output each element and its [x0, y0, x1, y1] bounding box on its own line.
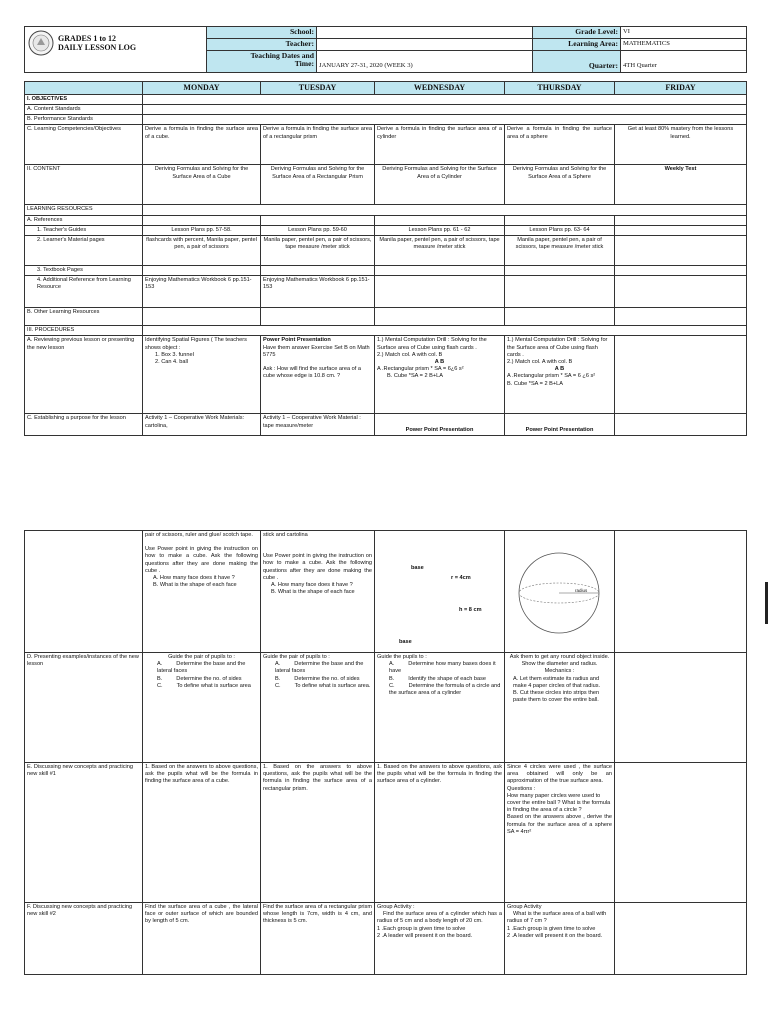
discussing-1-friday: [615, 763, 747, 903]
performance-standards-label: B. Performance Standards: [25, 115, 143, 125]
presenting-thursday-b: B. Cut these circles into strips then paste them to cover the entire ball.: [513, 690, 600, 704]
activity-monday-materials: pair of scissors, ruler and glue/ scotch tape.: [145, 532, 253, 538]
discussing-2-wednesday: [375, 903, 505, 975]
reviewing-friday: [615, 336, 747, 414]
reviewing-monday-item: 2. Can 4. ball: [155, 358, 188, 365]
teaching-dates-label-line1: Teaching Dates and: [250, 50, 314, 60]
discussing-1-thursday-formula: Based on the answers above , derive the formula for the surface area of a sphere SA = 4πr²: [507, 814, 612, 835]
purpose-label: C. Establishing a purpose for the lesson: [25, 414, 143, 436]
activity-monday-q1: A. How many face does it have ?: [153, 575, 235, 582]
discussing-1-thursday-questions: Questions :: [507, 785, 536, 792]
teaching-dates-blank: [317, 50, 533, 61]
presenting-thursday: [505, 653, 615, 763]
cylinder-figure-cell: [375, 531, 505, 653]
reviewing-wednesday: [375, 336, 505, 414]
day-thursday: THURSDAY: [505, 81, 615, 94]
objectives-heading: I. OBJECTIVES: [25, 94, 143, 104]
other-wed: [375, 308, 505, 326]
learners-material-wednesday: Manila paper, pentel pen, a pair of scissors, tape measure /meter stick: [375, 235, 505, 265]
textbook-wed: [375, 265, 505, 275]
reviewing-tuesday-ask: Ask : How will find the surface area of a cube whose edge is 10.8 cm. ?: [263, 365, 361, 380]
content-standards-label: A. Content Standards: [25, 104, 143, 114]
activity-friday: [615, 531, 747, 653]
reviewing-thursday: [505, 336, 615, 414]
discussing-2-thursday: [505, 903, 615, 975]
discussing-2-thursday-text: What is the surface area of a ball with radius of 7 cm ?: [507, 911, 607, 925]
discussing-1-wednesday: 1. Based on the answers to above questions, ask the pupils what will be the formula in finding the surface area of a cylinder.: [375, 763, 505, 903]
sphere-diagram: [507, 533, 613, 651]
quarter-blank-label: [533, 50, 621, 61]
presenting-thursday-a: A. Let them estimate its radius and make 4 paper circles of that radius.: [513, 675, 601, 689]
content-wednesday: Deriving Formulas and Solving for the Surface Area of a Cylinder: [375, 165, 505, 205]
teachers-guide-thursday: Lesson Plans pp. 63- 64: [505, 225, 615, 235]
presenting-tuesday-head: Guide the pair of pupils to :: [263, 654, 330, 660]
reviewing-monday-item: 1. Box 3. funnel: [155, 351, 194, 358]
additional-reference-label: 4. Additional Reference from Learning Resource: [25, 276, 143, 308]
learners-material-thursday: Manila paper, pentel pen, a pair of scissors, tape measure /meter stick: [505, 235, 615, 265]
lesson-log-page-1: [24, 26, 746, 436]
textbook-pages-label: 3. Textbook Pages: [25, 265, 143, 275]
continued-label: [25, 531, 143, 653]
additional-reference-friday: [615, 276, 747, 308]
textbook-thu: [505, 265, 615, 275]
other-thu: [505, 308, 615, 326]
reviewing-wednesday-drill: 1.) Mental Computation Drill : Solving for the Surface area of Cube using flash cards .: [377, 337, 487, 351]
performance-standards-value: [143, 115, 747, 125]
reviewing-thursday-cols: A B: [554, 366, 565, 373]
grade-level-value: VI: [621, 27, 747, 39]
discussing-2-thursday-step1: 1 .Each group is given time to solve: [507, 925, 596, 932]
reviewing-thursday-drill: 1.) Mental Computation Drill : Solving for the Surface area of Cube using flash cards .: [507, 337, 608, 358]
purpose-monday: Activity 1 – Cooperative Work Materials: cartolina,: [143, 414, 261, 436]
purpose-thursday: Power Point Presentation: [505, 414, 615, 436]
learners-material-label: 2. Learner's Material pages: [25, 235, 143, 265]
competency-monday: Derive a formula in finding the surface area of a cube.: [143, 125, 261, 165]
discussing-2-tuesday: Find the surface area of a rectangular prism whose length is 7cm, width is 4 cm, and thickness is 5 cm.: [261, 903, 375, 975]
learners-material-tuesday: Manila paper, pentel pen, a pair of scissors, tape measure /meter stick: [261, 235, 375, 265]
presenting-monday-a: A. Determine the base and the lateral faces: [157, 661, 246, 675]
discussing-1-thursday-body: How many paper circles were used to cover the entire ball ? What is the formula in finding the area of a circle ?: [507, 792, 611, 814]
additional-reference-thursday: [505, 276, 615, 308]
learners-material-monday: flashcards with percent, Manila paper, pentel pen, a pair of scissors: [143, 235, 261, 265]
learning-area-value: MATHEMATICS: [621, 39, 747, 51]
competency-friday: Get at least 80% mastery from the lessons learned.: [615, 125, 747, 165]
reviewing-wednesday-match: 2.) Match col. A with col. B: [377, 351, 443, 358]
presenting-friday: [615, 653, 747, 763]
presenting-tuesday-c: C. To define what is surface area.: [275, 682, 371, 689]
reviewing-thursday-a: A .Rectangular prism * SA = 6 ¿6 s²: [507, 373, 596, 380]
presenting-monday: [143, 653, 261, 763]
procedures-span: [143, 326, 747, 336]
learners-material-friday: [615, 235, 747, 265]
learning-area-label: Learning Area:: [533, 39, 621, 51]
cylinder-radius-label: r = 4cm: [451, 575, 471, 581]
activity-monday-instruction: Use Power point in giving the instruction on how to make a cube. Ask the following questions after they are done making the cube .: [145, 546, 258, 574]
reviewing-thursday-b: B. Cube *SA = 2 B+LA: [507, 380, 563, 387]
presenting-tuesday: [261, 653, 375, 763]
teachers-guide-monday: Lesson Plans pp. 57-58.: [143, 225, 261, 235]
competency-thursday: Derive a formula in finding the surface area of a sphere: [505, 125, 615, 165]
presenting-wednesday-head: Guide the pupils to :: [377, 654, 427, 660]
school-label: School:: [207, 27, 317, 39]
content-label: II. CONTENT: [25, 165, 143, 205]
days-corner: [25, 81, 143, 94]
presenting-wednesday: [375, 653, 505, 763]
deped-seal-icon: [28, 30, 54, 56]
other-mon: [143, 308, 261, 326]
discussing-2-wednesday-text: Find the surface area of a cylinder which has a radius of 5 cm and a body length of 20 cm.: [377, 911, 502, 925]
additional-reference-wednesday: [375, 276, 505, 308]
competency-tuesday: Derive a formula in finding the surface area of a rectangular prism: [261, 125, 375, 165]
reviewing-tuesday: [261, 336, 375, 414]
teacher-label: Teacher:: [207, 39, 317, 51]
discussing-1-thursday: [505, 763, 615, 903]
discussing-2-monday: Find the surface area of a cube , the lateral face or outer surface of which are bounded by length of 5 cm.: [143, 903, 261, 975]
discussing-1-thursday-intro: Since 4 circles were used , the surface area obtained will only be an approximation of the true surface area.: [507, 764, 612, 785]
presenting-thursday-mechanics: Mechanics :: [544, 668, 575, 675]
additional-reference-monday: Enjoying Mathematics Workbook 6 pp.151-153: [143, 276, 261, 308]
references-mon: [143, 215, 261, 225]
teaching-dates-value: JANUARY 27-31, 2020 (WEEK 3): [317, 61, 533, 72]
discussing-1-tuesday: 1. Based on the answers to above questions, ask the pupils what will be the formula in finding the surface area of a rectangular prism.: [261, 763, 375, 903]
header-title-line2: DAILY LESSON LOG: [58, 43, 137, 52]
additional-reference-tuesday: Enjoying Mathematics Workbook 6 pp.151-153: [261, 276, 375, 308]
sphere-radius-label: radius: [575, 588, 588, 593]
textbook-fri: [615, 265, 747, 275]
presenting-wednesday-a: A. Determine how many bases does it have: [389, 661, 496, 675]
discussing-2-wednesday-step2: 2 .A leader will present it on the board.: [377, 932, 473, 939]
procedures-heading: III. PROCEDURES: [25, 326, 143, 336]
discussing-1-label: E. Discussing new concepts and practicing new skill #1: [25, 763, 143, 903]
reviewing-wednesday-cols: A B: [434, 358, 445, 365]
references-fri: [615, 215, 747, 225]
reviewing-tuesday-title: Power Point Presentation: [263, 337, 331, 344]
sphere-figure-cell: [505, 531, 615, 653]
discussing-2-wednesday-head: Group Activity :: [377, 904, 415, 910]
objectives-span: [143, 94, 747, 104]
lesson-table-page-2: [24, 530, 747, 975]
teachers-guides-label: 1. Teacher's Guides: [25, 225, 143, 235]
competency-wednesday: Derive a formula in finding the surface area of a cylinder: [375, 125, 505, 165]
textbook-mon: [143, 265, 261, 275]
quarter-blank-value: [621, 50, 747, 61]
header-title-line1: GRADES 1 to 12: [58, 34, 117, 43]
content-standards-value: [143, 104, 747, 114]
presenting-tuesday-a: A. Determine the base and the lateral faces: [275, 661, 364, 675]
day-tuesday: TUESDAY: [261, 81, 375, 94]
lesson-log-page-2: [24, 530, 746, 975]
teachers-guide-tuesday: Lesson Plans pp. 59-60: [261, 225, 375, 235]
activity-monday-q2: B. What is the shape of each face: [153, 582, 237, 589]
content-friday: Weekly Test: [615, 165, 747, 205]
day-friday: FRIDAY: [615, 81, 747, 94]
other-tue: [261, 308, 375, 326]
reviewing-monday: [143, 336, 261, 414]
activity-tuesday-instruction: Use Power point in giving the instruction on how to make a cube. Ask the following questions after they are done making the cube .: [263, 553, 372, 581]
discussing-1-monday: 1. Based on the answers to above questions, ask the pupils what will be the formula in finding the surface area of a cube.: [143, 763, 261, 903]
discussing-2-label: F. Discussing new concepts and practicing new skill #2: [25, 903, 143, 975]
cylinder-base-bottom-label: base: [399, 639, 412, 645]
other-fri: [615, 308, 747, 326]
other-resources-label: B. Other Learning Resources: [25, 308, 143, 326]
quarter-label: Quarter:: [533, 61, 621, 72]
activity-tuesday-materials: stick and cartolina: [263, 532, 308, 538]
discussing-2-friday: [615, 903, 747, 975]
teachers-guide-friday: [615, 225, 747, 235]
teachers-guide-wednesday: Lesson Plans pp. 61 - 62: [375, 225, 505, 235]
discussing-2-thursday-head: Group Activity: [507, 904, 542, 910]
discussing-2-thursday-step2: 2 .A leader will present it on the board.: [507, 932, 603, 939]
cylinder-height-label: h = 8 cm: [459, 607, 482, 613]
teacher-value: [317, 39, 533, 51]
activity-tuesday: [261, 531, 375, 653]
learning-resources-span: [143, 205, 747, 215]
presenting-monday-b: B. Determine the no. of sides: [157, 675, 242, 682]
grade-level-label: Grade Level:: [533, 27, 621, 39]
presenting-label: D. Presenting examples/instances of the new lesson: [25, 653, 143, 763]
reviewing-tuesday-text: Have them answer Exercise Set B on Math 5775: [263, 344, 370, 358]
references-tue: [261, 215, 375, 225]
references-thu: [505, 215, 615, 225]
presenting-wednesday-c: C. Determine the formula of a circle and the surface area of a cylinder: [389, 682, 501, 697]
activity-tuesday-q1: A. How many face does it have ?: [271, 582, 353, 589]
day-wednesday: WEDNESDAY: [375, 81, 505, 94]
purpose-friday: [615, 414, 747, 436]
reviewing-monday-intro: Identifying Spatial Figures ( The teachers shows object :: [145, 337, 247, 351]
content-monday: Deriving Formulas and Solving for the Surface Area of a Cube: [143, 165, 261, 205]
content-tuesday: Deriving Formulas and Solving for the Surface Area of a Rectangular Prism: [261, 165, 375, 205]
reviewing-wednesday-a: A .Rectangular prism * SA = 6¿6 s²: [377, 366, 464, 373]
reviewing-thursday-match: 2.) Match col. A with col. B: [507, 358, 573, 365]
activity-tuesday-q2: B. What is the shape of each face: [271, 589, 355, 596]
reviewing-label: A. Reviewing previous lesson or presenting the new lesson: [25, 336, 143, 414]
teaching-dates-label: [207, 50, 317, 72]
day-monday: MONDAY: [143, 81, 261, 94]
purpose-tuesday: Activity 1 – Cooperative Work Material : tape measure/meter: [261, 414, 375, 436]
presenting-thursday-head: Ask them to get any round object inside. Show the diameter and radius.: [509, 654, 610, 668]
activity-monday: [143, 531, 261, 653]
header-title-cell: [25, 27, 207, 73]
learning-resources-heading: LEARNING RESOURCES: [25, 205, 143, 215]
header-table: [24, 26, 747, 73]
school-value: [317, 27, 533, 39]
presenting-wednesday-b: B. Identify the shape of each base: [389, 675, 487, 682]
cylinder-base-top-label: base: [411, 565, 424, 571]
teaching-dates-label-line2: Time:: [294, 59, 314, 69]
quarter-value: 4TH Quarter: [621, 61, 747, 72]
presenting-monday-c: C. To define what is surface area: [157, 682, 251, 689]
purpose-wednesday: Power Point Presentation: [375, 414, 505, 436]
reviewing-wednesday-b: B. Cube *SA = 2 B+LA: [387, 373, 443, 380]
references-label: A. References: [25, 215, 143, 225]
references-wed: [375, 215, 505, 225]
presenting-tuesday-b: B. Determine the no. of sides: [275, 675, 360, 682]
lesson-table-page-1: [24, 81, 747, 437]
presenting-monday-head: Guide the pair of pupils to :: [168, 654, 235, 660]
content-thursday: Deriving Formulas and Solving for the Surface Area of a Sphere: [505, 165, 615, 205]
textbook-tue: [261, 265, 375, 275]
discussing-2-wednesday-step1: 1 .Each group is given time to solve: [377, 925, 466, 932]
competencies-label: C. Learning Competencies/Objectives: [25, 125, 143, 165]
